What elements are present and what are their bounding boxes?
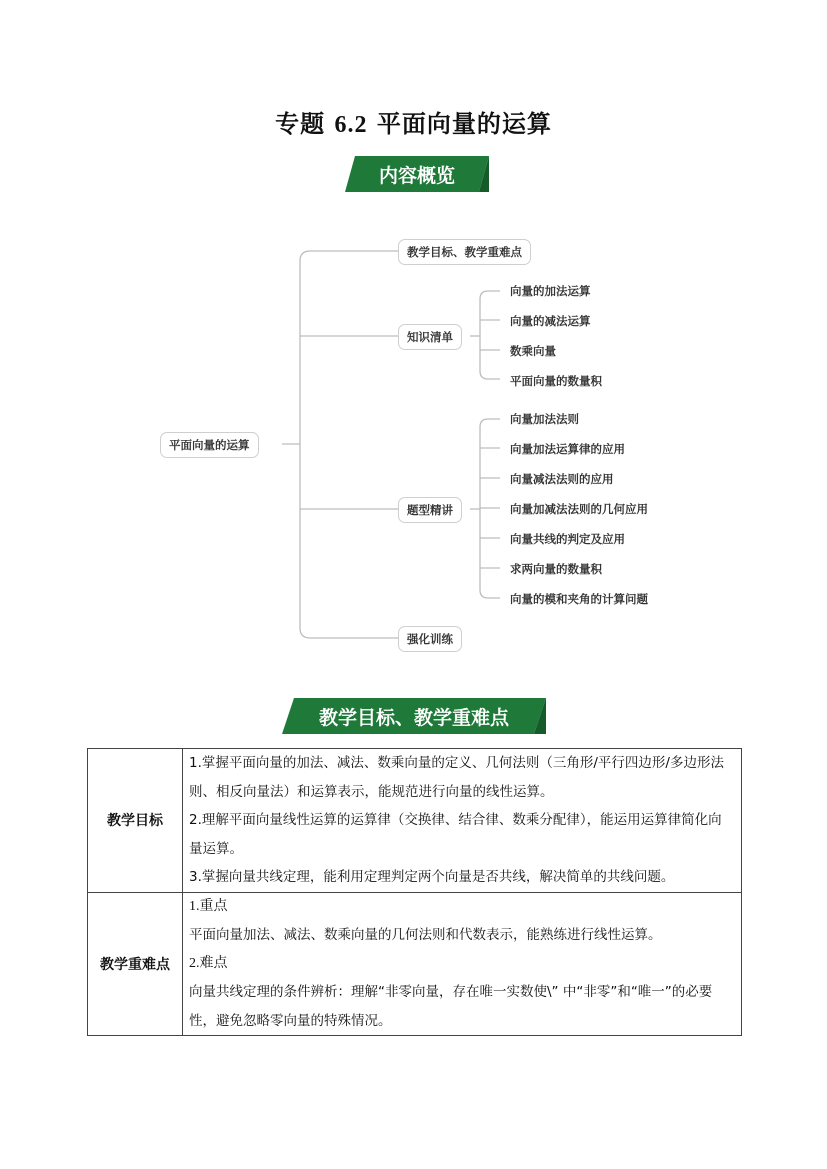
key-label-1: 1.重点 <box>189 898 228 914</box>
leaf-addition-rule: 向量加法法则 <box>510 412 579 426</box>
goal-item-1: 1.掌握平面向量的加法、减法、数乘向量的定义、几何法则（三角形/平行四边形/多边形法则、相反向量法）和运算表示，能规范进行向量的线性运算。 <box>189 755 724 800</box>
leaf-magnitude-angle: 向量的模和夹角的计算问题 <box>510 592 648 606</box>
goals-banner-label: 教学目标、教学重难点 <box>318 706 509 729</box>
leaf-geometric-application: 向量加减法法则的几何应用 <box>510 502 648 516</box>
leaf-dot-product-calc: 求两向量的数量积 <box>510 562 602 576</box>
overview-banner-label: 内容概览 <box>378 164 455 187</box>
title-prefix: 专题 <box>275 109 326 138</box>
key-text-1: 平面向量加法、减法、数乘向量的几何法则和代数表示，能熟练进行线性运算。 <box>189 927 662 943</box>
goals-content <box>183 749 742 893</box>
branch-goals: 教学目标、教学重难点 <box>398 239 531 265</box>
leaf-dot-product: 平面向量的数量积 <box>510 374 602 388</box>
leaf-scalar-multiplication: 数乘向量 <box>510 344 556 358</box>
branch-knowledge: 知识清单 <box>398 324 462 350</box>
branch-problem-types: 题型精讲 <box>398 497 462 523</box>
key-points-content <box>183 892 742 1036</box>
key-text-2: 向量共线定理的条件辨析：理解“非零向量，存在唯一实数使\” 中“非零”和“唯一”的必要性，避免忽略零向量的特殊情况。 <box>189 984 713 1029</box>
goal-item-2: 2.理解平面向量线性运算的运算律（交换律、结合律、数乘分配律），能运用运算律简化向量运算。 <box>189 812 722 857</box>
page-title <box>0 104 827 139</box>
mind-map <box>0 220 827 660</box>
key-points-header: 教学重难点 <box>88 892 183 1036</box>
table-row-key-points <box>88 892 742 1036</box>
branch-training: 强化训练 <box>398 626 462 652</box>
goals-table <box>87 748 742 1036</box>
leaf-addition-law: 向量加法运算律的应用 <box>510 442 625 456</box>
title-text: 平面向量的运算 <box>376 109 552 138</box>
title-number: 6.2 <box>334 112 368 138</box>
leaf-subtraction: 向量的减法运算 <box>510 314 591 328</box>
key-label-2: 2.难点 <box>189 955 228 971</box>
leaf-collinearity: 向量共线的判定及应用 <box>510 532 625 546</box>
goals-header: 教学目标 <box>88 749 183 893</box>
leaf-subtraction-rule: 向量减法法则的应用 <box>510 472 614 486</box>
overview-banner <box>345 154 489 194</box>
mind-map-root: 平面向量的运算 <box>160 432 259 458</box>
mind-map-connectors <box>0 220 827 660</box>
table-row-goals <box>88 749 742 893</box>
goal-item-3: 3.掌握向量共线定理，能利用定理判定两个向量是否共线，解决简单的共线问题。 <box>189 869 675 885</box>
leaf-addition: 向量的加法运算 <box>510 284 591 298</box>
goals-banner <box>282 696 546 736</box>
